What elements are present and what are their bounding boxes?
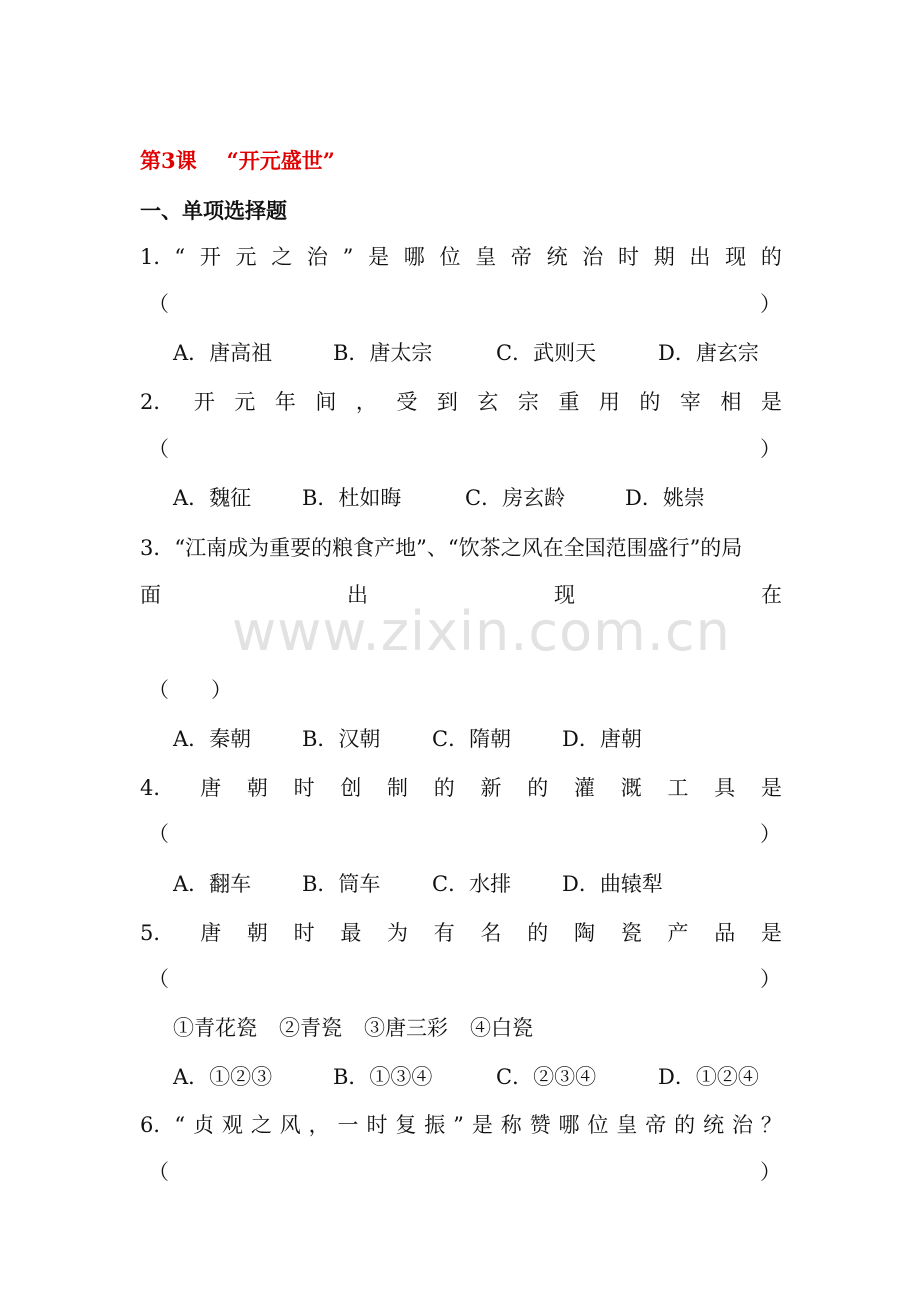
stem-char: 到 xyxy=(436,390,458,414)
stem-char: 是 xyxy=(760,776,782,800)
option-b: B．①③④ xyxy=(333,1065,433,1089)
stem-char: 1．“ xyxy=(140,245,186,269)
question-6-stem xyxy=(140,1110,782,1140)
question-4-stem xyxy=(140,773,782,803)
stem-char: 名 xyxy=(480,921,502,945)
stem-char: 风 xyxy=(279,1113,301,1137)
option-b: B．杜如晦 xyxy=(302,486,402,510)
stem-char: 帝 xyxy=(645,1113,667,1137)
option-c: C．房玄龄 xyxy=(465,486,566,510)
question-6-paren-open: （ xyxy=(148,1160,169,1184)
stem-char: 皇 xyxy=(616,1113,638,1137)
stem-char: 是 xyxy=(760,390,782,414)
stem-char: 重 xyxy=(558,390,580,414)
stem-char: 治 xyxy=(306,245,328,269)
option-a: A．翻车 xyxy=(173,872,252,896)
option-b: B．唐太宗 xyxy=(333,341,433,365)
stem-char: 宰 xyxy=(679,390,701,414)
stem-char: 的 xyxy=(674,1113,696,1137)
section-heading: 一、单项选择题 xyxy=(140,198,287,223)
question-6-paren-close: ） xyxy=(760,1160,781,1184)
stem-char: 是 xyxy=(368,245,390,269)
stem-char: 朝 xyxy=(246,921,268,945)
stem-char: 的 xyxy=(639,390,661,414)
stem-char: 之 xyxy=(271,245,293,269)
stem-char: 时 xyxy=(366,1113,388,1137)
stem-char: 5． xyxy=(140,921,175,945)
stem-char: 的 xyxy=(527,921,549,945)
stem-char: 一 xyxy=(337,1113,359,1137)
stem-char: 溉 xyxy=(620,776,642,800)
stem-char: ” xyxy=(342,245,354,269)
option-b: B．筒车 xyxy=(302,872,381,896)
stem-char: 赞 xyxy=(529,1113,551,1137)
stem-char: 6．“ xyxy=(140,1113,186,1137)
option-d: D．姚崇 xyxy=(625,486,705,510)
stem-char: 时 xyxy=(618,245,639,269)
question-5-paren-close: ） xyxy=(760,967,781,991)
stem-char: 灌 xyxy=(573,776,595,800)
stem-char: 陶 xyxy=(573,921,595,945)
option-a: A．唐高祖 xyxy=(173,341,273,365)
option-d: D．唐玄宗 xyxy=(658,341,759,365)
question-2-paren-open: （ xyxy=(148,437,169,461)
option-a: A．魏征 xyxy=(173,486,252,510)
question-3-paren: （ ） xyxy=(148,678,232,702)
stem-char: 朝 xyxy=(246,776,268,800)
stem-char: 振 xyxy=(424,1113,446,1137)
stem-char: 品 xyxy=(714,921,736,945)
stem-char: 工 xyxy=(667,776,689,800)
stem-char: 在 xyxy=(761,583,782,607)
lesson-topic: “开元盛世” xyxy=(226,148,335,173)
stem-char: 复 xyxy=(395,1113,417,1137)
option-d: D．唐朝 xyxy=(562,727,642,751)
stem-char: 期 xyxy=(653,245,675,269)
stem-char: 的 xyxy=(760,245,782,269)
stem-char: 宗 xyxy=(517,390,539,414)
option-d: D．曲辕犁 xyxy=(562,872,663,896)
stem-char: 称 xyxy=(500,1113,522,1137)
option-c: C．隋朝 xyxy=(432,727,512,751)
stem-char: 瓷 xyxy=(620,921,642,945)
option-c: C．水排 xyxy=(432,872,512,896)
question-5-stem xyxy=(140,918,782,948)
stem-char: 统 xyxy=(546,245,568,269)
stem-char: 现 xyxy=(554,583,575,607)
item-4: ④白瓷 xyxy=(470,1016,533,1040)
question-1-stem xyxy=(140,242,782,272)
stem-char: 唐 xyxy=(200,776,222,800)
stem-char: ， xyxy=(355,390,377,414)
stem-char: 帝 xyxy=(510,245,532,269)
option-d: D．①②④ xyxy=(658,1065,759,1089)
stem-char: 开 xyxy=(193,390,215,414)
question-3-stem-line1: 3．“江南成为重要的粮食产地”、“饮茶之风在全国范围盛行”的局 xyxy=(140,536,743,560)
stem-char: 年 xyxy=(274,390,296,414)
question-2-stem xyxy=(140,387,782,417)
stem-char: 是 xyxy=(471,1113,493,1137)
stem-char: 有 xyxy=(433,921,455,945)
option-c: C．②③④ xyxy=(496,1065,597,1089)
stem-char: ？ xyxy=(760,1113,782,1137)
stem-char: 的 xyxy=(433,776,455,800)
lesson-number: 第3课 xyxy=(140,148,197,173)
option-b: B．汉朝 xyxy=(302,727,381,751)
question-4-paren-open: （ xyxy=(148,822,169,846)
stem-char: 用 xyxy=(598,390,620,414)
stem-char: 哪 xyxy=(403,245,425,269)
item-2: ②青瓷 xyxy=(279,1016,342,1040)
stem-char: 面 xyxy=(140,583,161,607)
option-c: C．武则天 xyxy=(496,341,597,365)
stem-char: ， xyxy=(308,1113,330,1137)
stem-char: 统 xyxy=(703,1113,725,1137)
question-2-paren-close: ） xyxy=(760,437,781,461)
option-a: A．①②③ xyxy=(173,1065,273,1089)
stem-char: ” xyxy=(453,1113,464,1137)
question-1-paren-close: ） xyxy=(760,292,781,316)
stem-char: 的 xyxy=(527,776,549,800)
stem-char: 治 xyxy=(731,1113,753,1137)
item-3: ③唐三彩 xyxy=(364,1016,448,1040)
stem-char: 时 xyxy=(293,776,315,800)
stem-char: 皇 xyxy=(475,245,497,269)
item-1: ①青花瓷 xyxy=(173,1016,257,1040)
stem-char: 最 xyxy=(340,921,362,945)
stem-char: 新 xyxy=(480,776,502,800)
stem-char: 治 xyxy=(582,245,604,269)
question-1-paren-open: （ xyxy=(148,292,169,316)
question-5-paren-open: （ xyxy=(148,967,169,991)
stem-char: 相 xyxy=(720,390,742,414)
lesson-title xyxy=(140,146,782,176)
stem-char: 为 xyxy=(387,921,409,945)
stem-char: 哪 xyxy=(558,1113,580,1137)
stem-char: 唐 xyxy=(200,921,222,945)
stem-char: 玄 xyxy=(477,390,499,414)
question-4-paren-close: ） xyxy=(760,822,781,846)
stem-char: 之 xyxy=(250,1113,272,1137)
stem-char: 2． xyxy=(140,390,175,414)
stem-char: 4． xyxy=(140,776,175,800)
option-a: A．秦朝 xyxy=(173,727,252,751)
stem-char: 出 xyxy=(347,583,368,607)
stem-char: 现 xyxy=(725,245,747,269)
stem-char: 创 xyxy=(340,776,362,800)
stem-char: 制 xyxy=(387,776,409,800)
stem-char: 位 xyxy=(439,245,461,269)
stem-char: 出 xyxy=(689,245,711,269)
stem-char: 受 xyxy=(396,390,418,414)
question-5-items xyxy=(173,1013,555,1043)
stem-char: 观 xyxy=(221,1113,243,1137)
stem-char: 元 xyxy=(235,245,257,269)
stem-char: 元 xyxy=(234,390,256,414)
stem-char: 间 xyxy=(315,390,337,414)
stem-char: 开 xyxy=(199,245,221,269)
stem-char: 具 xyxy=(714,776,736,800)
stem-char: 时 xyxy=(293,921,315,945)
stem-char: 贞 xyxy=(193,1113,215,1137)
watermark: www.zixin.com.cn xyxy=(232,600,731,663)
stem-char: 位 xyxy=(587,1113,609,1137)
stem-char: 产 xyxy=(667,921,689,945)
stem-char: 是 xyxy=(760,921,782,945)
